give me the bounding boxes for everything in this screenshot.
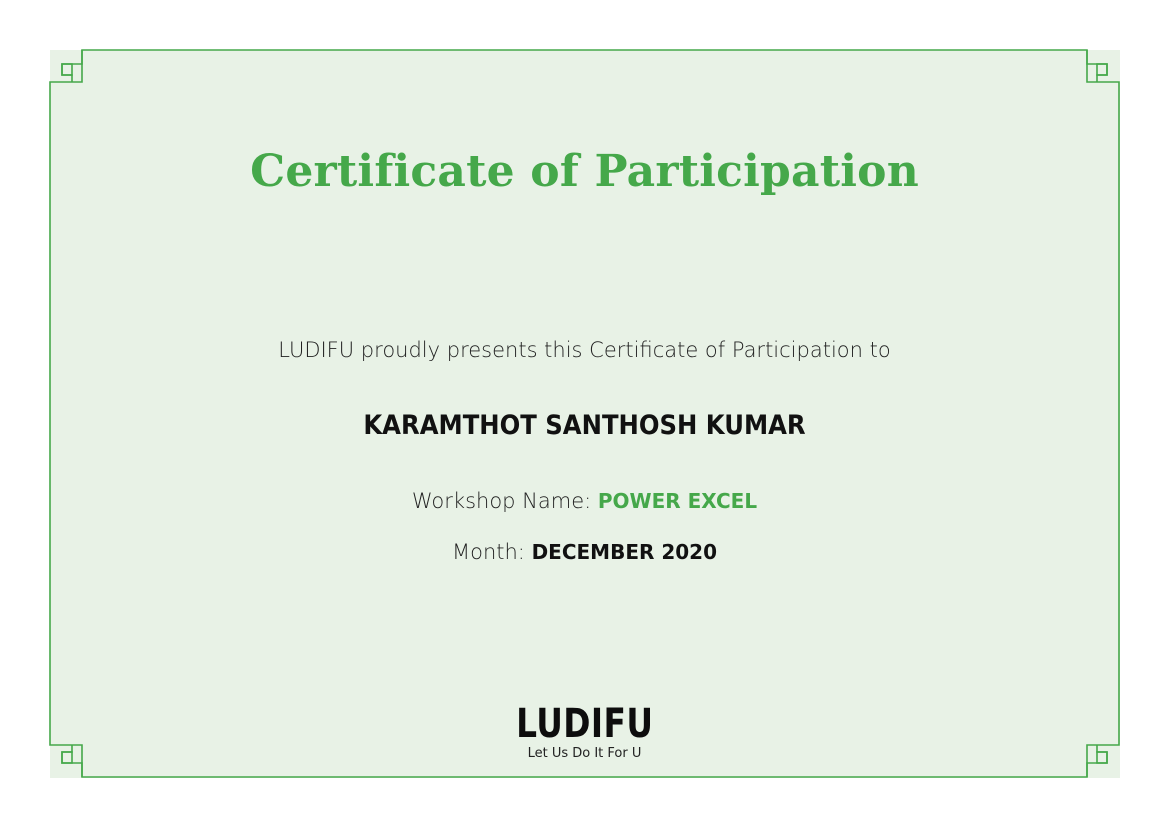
month-line	[0, 540, 1169, 564]
workshop-line	[0, 489, 1169, 513]
logo-wordmark: LUDIFU	[515, 701, 654, 747]
workshop-label: Workshop Name:	[411, 489, 598, 513]
workshop-name: POWER EXCEL	[597, 489, 758, 513]
certificate-title: Certificate of Participation	[250, 146, 919, 197]
recipient-name: KARAMTHOT SANTHOSH KUMAR	[363, 410, 806, 441]
ludifu-logo	[0, 702, 1169, 762]
month-label: Month:	[451, 540, 532, 564]
presentation-line: LUDIFU proudly presents this Certificate of Participation to	[278, 338, 891, 362]
month-value: DECEMBER 2020	[531, 540, 718, 564]
logo-tagline: Let Us Do It For U	[527, 746, 642, 761]
